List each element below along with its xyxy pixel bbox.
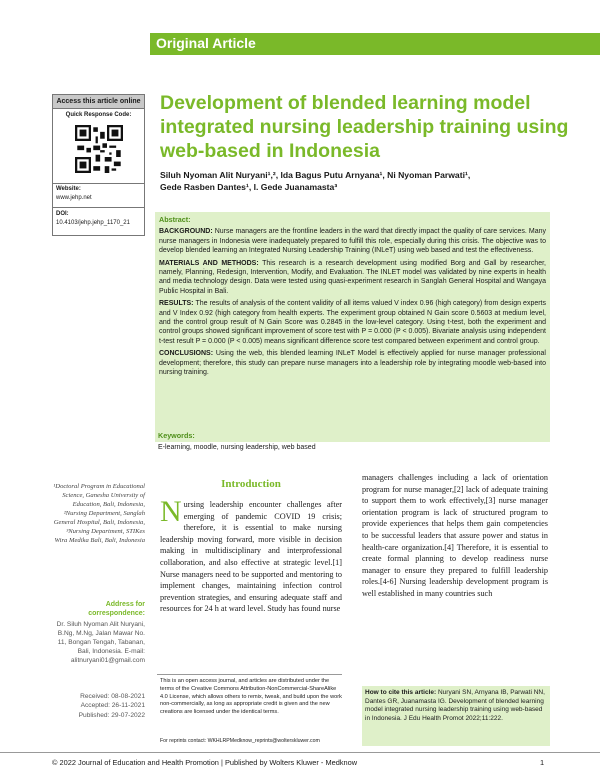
background-text: Nurse managers are the frontline leaders in the ward that directly impact the quality of care services. Many nurse managers in Indonesia were inadequately prepared to fulfill this role, especially during this crisis. The objective was to develop blended learning an Integrated Nursing Leadership Training (INLeT) using web based and test the effectiveness.	[159, 228, 546, 255]
intro-column-1	[160, 495, 342, 615]
keywords-heading: Keywords:	[158, 431, 195, 440]
keywords-text: E-learning, moodle, nursing leadership, web based	[158, 444, 316, 451]
correspondence-heading: Address for correspondence:	[88, 601, 145, 617]
abstract-results	[159, 299, 546, 346]
article-dates	[52, 692, 145, 720]
author-line: Gede Rasben Dantes¹, I. Gede Juanamasta³	[160, 182, 338, 192]
results-text: The results of analysis of the content validity of all items valued V index 0.96 (high category) from design experts and V Index 0.92 (high category from health experts. The experiment group obtained N Gain score 0.5603 at medium level, and the control group result of N Gain Score was 0.2845 in the low-level category. Using t-test, both the experiment and control groups showed significant improvement of score test with P = 0.000 (P < 0.005). Bivariate analysis using independent t-test result P = 0.000 (P < 0.005) means significant difference score test compared between experiment and control group.	[159, 300, 547, 345]
access-heading: Access this article online	[53, 95, 144, 109]
intro-text-1: ursing leadership encounter challenges after emerging of pandemic COVID 19 crisis; therefore, it is essential to make nursing leadership moving forward, more visible in decision making in multidisciplinary and interprofessional collaboration, and also effective at strategic level.[1] Nurse managers need to be supported and mentoring to implement changes, maintaining infection control prevention strategies, and ensuring adequate staff and resources for 24 h at ward level. Study has found nurse	[160, 500, 342, 614]
results-label: RESULTS:	[159, 300, 194, 308]
abstract-heading: Abstract:	[159, 215, 191, 224]
doi-label: DOI:	[56, 211, 69, 217]
correspondence-address: Dr. Siluh Nyoman Alit Nuryani, B.Ng, M.Ng, Jalan Mawar No. 11, Bongan Tengah, Tabanan, Bali, Indonesia. E-mail: alitnuryani01@gmail.com	[56, 621, 145, 664]
website-label: Website:	[56, 186, 81, 192]
qr-code-icon[interactable]	[75, 125, 123, 173]
abstract-conclusions	[159, 349, 546, 377]
drop-cap: N	[160, 495, 182, 528]
footer-text: © 2022 Journal of Education and Health Promotion | Published by Wolters Kluwer - Medknow	[52, 758, 358, 767]
abstract-background	[159, 227, 546, 255]
article-title: Development of blended learning model integrated nursing leadership training using web-based in Indonesia	[160, 92, 569, 162]
author-list	[160, 169, 580, 193]
access-divider	[53, 183, 144, 184]
conclusions-label: CONCLUSIONS:	[159, 350, 214, 358]
page-number: 1	[540, 758, 545, 767]
license-divider	[157, 674, 342, 675]
received-date: Received: 08-08-2021	[80, 693, 145, 700]
how-to-cite-text: Nuryani SN, Arnyana IB, Parwati NN, Dantes GR, Juanamasta IG. Development of blended learning model integrated nursing leadership training using web-based in Indonesia. J Edu Health Promot 2022;11:222.	[365, 689, 545, 723]
abstract-panel	[155, 212, 550, 442]
how-to-cite-box	[362, 686, 550, 746]
conclusions-text: Using the web, this blended learning INLeT Model is effectively applied for nurse manager professional development; therefore, this study can prepare nurse managers into a leadership role by integrating moodle web-based into nursing training.	[159, 350, 546, 377]
methods-label: MATERIALS AND METHODS:	[159, 259, 259, 267]
doi-link[interactable]: 10.4103/jehp.jehp_1170_21	[56, 220, 130, 226]
qr-label: Quick Response Code:	[65, 112, 132, 118]
license-text: This is an open access journal, and articles are distributed under the terms of the Creative Commons Attribution-NonCommercial-ShareAlike 4.0 License, which allows others to remix, tweak, and build upon the work non-commercially, as long as appropriate credit is given and the new creations are licensed under the identical terms.	[160, 678, 342, 716]
article-type-banner	[150, 33, 600, 55]
article-type-label: Original Article	[156, 35, 256, 51]
how-to-cite-label: How to cite this article:	[365, 689, 437, 696]
abstract-methods	[159, 259, 546, 297]
footer-divider	[0, 752, 600, 753]
website-link[interactable]: www.jehp.net	[56, 195, 92, 201]
intro-column-2: managers challenges including a lack of orientation program for nurse manager,[2] lack of adequate training to support them to work effectively,[3] nurse manager orientation program is lack of structured program to provide experiences that helps them gain competencies to be successful leaders that assure power and status in health-care organization.[4] Therefore, it is essential to create formal planning to develop readiness nurse manager to ensure they prepared to fulfill leadership roles.[4-6] Nursing leadership development program is well established in many countries such	[362, 473, 548, 598]
methods-text: This research is a research development using modified Borg and Gall by researcher, namely, Planning, Redesign, Intervention, Modify, and Evaluation. The INLET model was validated by nine experts in health and media technology design. Data were tested using quasi-experiment research in Sanglah General Hospital and Wangaya Public Hospital in Bali.	[159, 259, 546, 295]
access-box	[52, 94, 145, 236]
access-divider	[53, 207, 144, 208]
affiliations: ¹Doctoral Program in Educational Science, Ganesha University of Education, Bali, Indonesia, ²Nursing Department, Sanglah General Hospital, Bali, Indonesia, ³Nursing Department, STIKes Wira Medika Bali, Bali, Indonesia	[53, 483, 145, 544]
author-line: Siluh Nyoman Alit Nuryani¹,², Ida Bagus Putu Arnyana¹, Ni Nyoman Parwati¹,	[160, 170, 471, 180]
introduction-heading: Introduction	[221, 478, 281, 490]
published-date: Published: 29-07-2022	[78, 711, 145, 719]
background-label: BACKGROUND:	[159, 228, 213, 236]
accepted-date: Accepted: 26-11-2021	[80, 702, 145, 710]
reprints-contact[interactable]: For reprints contact: WKHLRPMedknow_reprints@wolterskluwer.com	[160, 738, 320, 744]
